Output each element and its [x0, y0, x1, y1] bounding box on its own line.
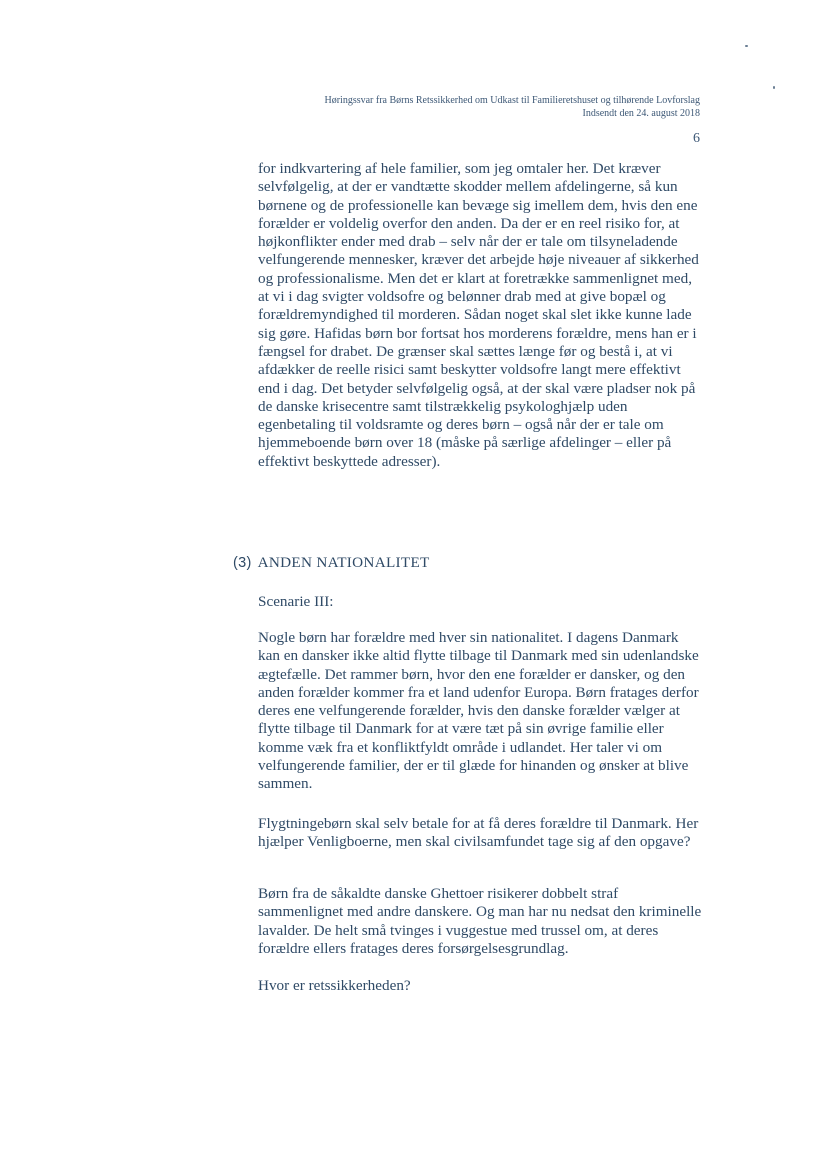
section-title: ANDEN NATIONALITET [257, 554, 430, 571]
section-number: (3) [233, 555, 252, 571]
paragraph-nationality: Nogle børn har forældre med hver sin nationalitet. I dagens Danmark kan en dansker ikke altid flytte tilbage til Danmark med sin udenlandske ægtefælle. Det rammer børn, hvor den ene forælder er dansker, og den anden forælder kommer fra et land udenfor Europa. Børn fratages derfor deres ene velfungerende forælder, hvis den danske forælder vælger at flytte tilbage til Danmark for at være tæt på sin øvrige familie eller komme væk fra et konfliktfyldt område i udlandet. Her taler vi om velfungerende familier, der er til glæde for hinanden og ønsker at blive sammen. [258, 629, 699, 793]
header-title: Høringssvar fra Børns Retssikkerhed om Udkast til Familieretshuset og tilhørende Lovforslag [324, 95, 700, 106]
page-number: 6 [693, 131, 700, 146]
page-header [325, 94, 701, 120]
paragraph-refugee-children: Flygtningebørn skal selv betale for at få deres forældre til Danmark. Her hjælper Venligboerne, men skal civilsamfundet tage sig af den opgave? [258, 815, 699, 851]
header-date: Indsendt den 24. august 2018 [582, 108, 700, 119]
scan-speck [745, 45, 748, 47]
paragraph-housing: for indkvartering af hele familier, som jeg omtaler her. Det kræver selvfølgelig, at der er vandtætte skodder mellem afdelingerne, så kun børnene og de professionelle kan bevæge sig imellem dem, hvis den ene forælder er voldelig overfor den anden. Da der er en reel risiko for, at højkonflikter ender med drab – selv når der er tale om tilsyneladende velfungerende mennesker, kræver det arbejde høje niveauer af sikkerhed og professionalisme. Men det er klart at foretrække sammenlignet med, at vi i dag svigter voldsofre og belønner drab med at give bopæl og forældremyndighed til morderen. Sådan noget skal slet ikke kunne lade sig gøre. Hafidas børn bor fortsat hos morderens forældre, mens han er i fængsel for drabet. De grænser skal sættes længe før og bestå i, at vi afdækker de reelle risici samt beskytter voldsofre langt mere effektivt end i dag. Det betyder selvfølgelig også, at der skal være pladser nok på de danske krisecentre samt tilstrækkelig psykologhjælp uden egenbetaling til voldsramte og deres børn – også når der er tale om hjemmeboende børn over 18 (måske på særlige afdelinger – eller på effektivt beskyttede adresser). [258, 160, 699, 470]
scan-speck [773, 86, 775, 89]
paragraph-ghetto-children: Børn fra de såkaldte danske Ghettoer risikerer dobbelt straf sammenlignet med andre danskere. Og man har nu nedsat den kriminelle lavalder. De helt små tvinges i vuggestue med trussel om, at deres forældre ellers fratages deres forsørgelsesgrundlag. [258, 885, 702, 957]
section-heading [233, 554, 430, 572]
closing-question: Hvor er retssikkerheden? [258, 977, 411, 994]
scenario-label: Scenarie III: [258, 593, 334, 610]
